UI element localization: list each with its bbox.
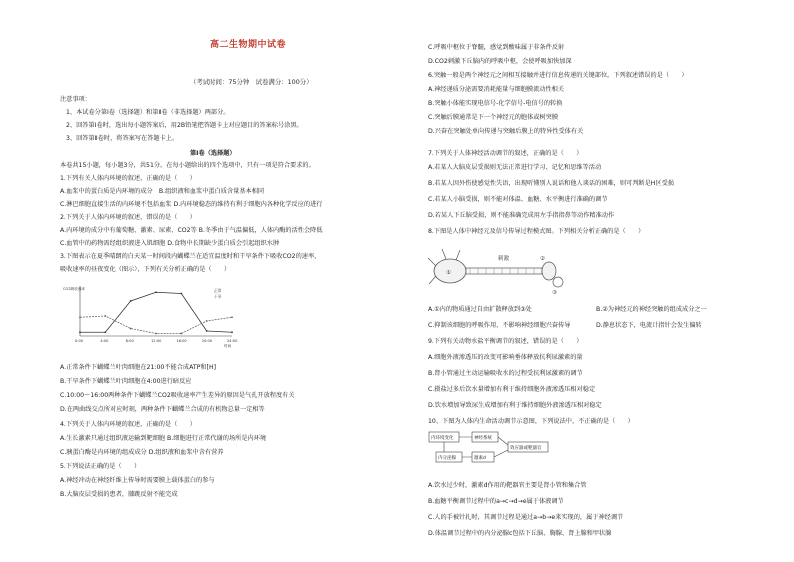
question-line: D.兴奋在突触处单向传递与突触后膜上的特异性受体有关 bbox=[428, 128, 584, 135]
box-c-label: 内分泌腺 bbox=[438, 456, 456, 461]
data-point bbox=[104, 331, 106, 333]
question-line: A.饮水过少时，激素d作用的靶器官主要是肾小管和集合管 bbox=[428, 482, 587, 489]
notice-item: 1、本试卷分第Ⅰ卷（选择题）和第Ⅱ卷（非选择题）两部分。 bbox=[66, 109, 230, 116]
legend-entry: 正常 bbox=[214, 288, 222, 293]
stimulus-label: 刺激 bbox=[498, 256, 510, 262]
x-tick-label: 0:00 bbox=[75, 339, 84, 343]
question-line: A.若某人大脑皮层受损则无法正常进行学习、记忆和思维等活动 bbox=[428, 164, 602, 171]
data-point bbox=[206, 320, 208, 322]
box-d-label: 激素d bbox=[474, 456, 486, 461]
exam-title: 高二生物期中试卷 bbox=[210, 40, 287, 50]
x-axis-label: 时间 bbox=[224, 344, 232, 348]
question-line: 7.下列关于人体神经活动调节的叙述，正确的是（ ） bbox=[428, 150, 583, 157]
question-line: C.胰蛋白酶是内环境的组成成分 D.组织液和血浆中含有营养 bbox=[60, 449, 224, 456]
data-point bbox=[130, 328, 132, 330]
data-point bbox=[155, 333, 157, 335]
question-line: C.若某人小脑受损，则不能对体温、血糖、水平衡进行准确的调节 bbox=[428, 196, 608, 203]
question-line: 8.下图是人体中神经元及信号传导过程模式图。下列相关分析正确的是（ ） bbox=[428, 228, 645, 235]
question-line: B.血糖平衡调节过程中的a→c→d→e属于体液调节 bbox=[428, 498, 564, 505]
question-line: D.若某人下丘脑受损，则不能准确完成用左手指指鼻等动作精准动作 bbox=[428, 212, 615, 219]
section1-intro: 本卷共15小题，每小题3分，共51分。在每小题给出的四个选项中，只有一项是符合要求的。 bbox=[60, 162, 315, 169]
notice-item: 3、回答第Ⅱ卷时，将答案写在答题卡上。 bbox=[66, 135, 179, 142]
x-tick-label: 24:00 bbox=[227, 339, 238, 343]
label-3: ③ bbox=[552, 290, 557, 296]
notice-heading: 注意事项： bbox=[60, 96, 91, 103]
box-b-label: 神经系统 bbox=[474, 436, 492, 441]
question-line: C.淋巴细胞直接生活的内环境不包括血浆 D.内环境稳态的维持有利于细胞内各种化学反应的进行 bbox=[60, 201, 323, 208]
x-tick-label: 20:00 bbox=[201, 339, 213, 343]
question-line: D.体温调节过程中的内分泌腺c包括下丘脑、胸腺、肾上腺和甲状腺 bbox=[428, 530, 612, 537]
question-line: B.大脑皮层受损的患者，膝跳反射不能完成 bbox=[60, 491, 178, 498]
question-line: D.饮水增加导致尿生成增加有利于维持细胞外液渗透压相对稳定 bbox=[428, 402, 602, 409]
axon-shape bbox=[466, 268, 542, 274]
axon-terminal-shape bbox=[542, 262, 556, 280]
data-point bbox=[79, 316, 81, 318]
label-2: ② bbox=[540, 256, 545, 262]
question-line: A.①内的物质通过自由扩散释放到③处 bbox=[428, 306, 532, 313]
question-line: A.生长激素只通过组织液运输到靶细胞 B.细胞进行正常代谢的场所是内环境 bbox=[60, 435, 267, 442]
box-a-label: 内环境变化 bbox=[431, 436, 454, 441]
question-line: 2.下列关于人体内环境的叙述，错误的是（ ） bbox=[60, 214, 196, 221]
data-point bbox=[155, 291, 157, 293]
exam-subtitle: （考试时间：75分钟 试卷满分：100分） bbox=[190, 78, 313, 86]
data-point bbox=[231, 316, 233, 318]
question-line: A.内环境的成分中有葡萄糖、激素、尿素、CO2等 B.冬季由于气温偏低，人体内酶的活性会降低 bbox=[60, 227, 323, 234]
y-axis-label: CO2吸收速率 bbox=[63, 287, 85, 291]
question-line: B.若某人因外伤使感觉性失语，出现听懂别人说话和他人谈话的困难，则可判断是H区受损 bbox=[428, 180, 674, 187]
question-line: 5.下列说法正确的是（ ） bbox=[60, 463, 141, 470]
question-line: 10、下图为人体内生命活动调节示意图，下列说法中，不正确的是（ ） bbox=[428, 418, 634, 425]
question-line: 4.下列关于人体内环境的叙述，正确的是（ ） bbox=[60, 421, 196, 428]
question-line: C.摄盐过多后饮水量增加有利于维持细胞外液渗透压相对稳定 bbox=[428, 386, 596, 393]
question-line: C.抑制该细胞的呼吸作用，不影响神经细胞兴奋传导 bbox=[428, 322, 571, 329]
question-line: B.干旱条件下蝴蝶兰叶肉细胞在4:00进行暗反应 bbox=[60, 378, 192, 385]
question-line: 9.下列有关动物水盐平衡调节的叙述，错误的是（ ） bbox=[428, 338, 583, 345]
question-line: C.血管中的药物需经组织液进入肌细胞 D.食物中长期缺少蛋白质会引起组织水肿 bbox=[60, 240, 280, 247]
data-point bbox=[180, 293, 182, 295]
series-line-1 bbox=[80, 292, 232, 332]
data-point bbox=[104, 315, 106, 317]
data-point bbox=[180, 333, 182, 335]
question-line: A.细胞外液渗透压的改变可影响垂体释放抗利尿激素的量 bbox=[428, 354, 583, 361]
question-line: 6.突触一般是两个神经元之间相互接触并进行信息传递的关键部位。下列叙述错误的是（ ） bbox=[428, 72, 688, 79]
question-line: A.神经冲动在神经纤维上传导时需要膜上载体蛋白的参与 bbox=[60, 477, 215, 484]
electrometer-shape bbox=[553, 277, 563, 287]
question-line: C.呼吸中枢位于脊髓，感觉到酸味属于非条件反射 bbox=[428, 44, 565, 51]
co2-rate-chart bbox=[62, 280, 242, 348]
question-line: 3.下图表示在夏季晴朗的白天某一时间段内蝴蝶兰在适宜温度时和干旱条件下吸收CO2的速率， bbox=[60, 253, 321, 260]
question-line: D.静息状态下，电流计指针会发生偏转 bbox=[596, 322, 702, 329]
question-line: 1.下列有关人体内环境的叙述，正确的是（ ） bbox=[60, 175, 196, 182]
question-line: B.突触小体能实现电信号-化学信号-电信号的转换 bbox=[428, 100, 563, 107]
data-point bbox=[231, 331, 233, 333]
legend-entry: 干旱 bbox=[214, 294, 222, 299]
question-line: C.人的手被针扎时，其调节过程是通过a→b→e来实现的，属于神经调节 bbox=[428, 514, 624, 521]
data-point bbox=[79, 331, 81, 333]
question-line: 吸收速率的昼夜变化（图示），下列有关分析正确的是（ ） bbox=[60, 266, 231, 273]
section1-title: 第Ⅰ卷（选择题） bbox=[190, 150, 236, 157]
question-line: D.CO2刺激下丘脑内的呼吸中枢，会使呼吸加快加深 bbox=[428, 58, 572, 65]
x-tick-label: 8:00 bbox=[125, 339, 134, 343]
neuron-diagram bbox=[428, 246, 568, 296]
notice-item: 2、回答第Ⅰ卷时，选出每小题答案后，用2B铅笔把答题卡上对应题目的答案标号涂黑。 bbox=[66, 122, 303, 129]
question-line: B.肾小管通过主动运输吸收水的过程受抗利尿激素的调节 bbox=[428, 370, 583, 377]
question-line: C.突触后膜通常是下一个神经元的胞体或树突膜 bbox=[428, 114, 559, 121]
question-line: A.神经递质分泌需要消耗能量与细胞膜流动性相关 bbox=[428, 86, 565, 93]
label-1: ① bbox=[446, 270, 451, 276]
x-tick-label: 12:00 bbox=[151, 339, 162, 343]
question-line: A.血浆中的蛋白质是内环境的成分 B.组织液和血浆中蛋白质含量基本相同 bbox=[60, 188, 265, 195]
question-line: C.10:00～16:00两种条件下蝴蝶兰CO2吸收速率产生差异的原因是气孔开放程度有关 bbox=[60, 392, 295, 399]
data-point bbox=[206, 330, 208, 332]
regulation-diagram bbox=[428, 430, 558, 476]
question-line: D.在两曲线交点所对应时刻，两种条件下蝴蝶兰合成的有机物总量一定相等 bbox=[60, 406, 265, 413]
box-e-label: 效应器或靶器官 bbox=[510, 446, 542, 451]
question-line: B.②为神经元的神经突触的组成成分之一 bbox=[596, 306, 707, 313]
question-line: A.正常条件下蝴蝶兰叶肉细胞在21:00不能合成ATP和[H] bbox=[60, 364, 217, 371]
x-tick-label: 16:00 bbox=[176, 339, 187, 343]
x-tick-label: 4:00 bbox=[100, 339, 109, 343]
data-point bbox=[130, 300, 132, 302]
